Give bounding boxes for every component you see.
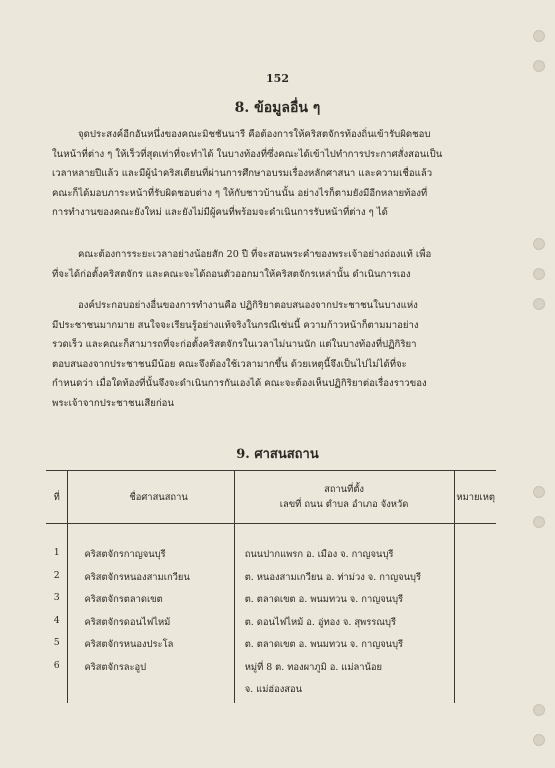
binding-hole — [533, 516, 545, 528]
row-no: 1 — [53, 547, 60, 558]
table-row — [46, 680, 496, 703]
header-name: ชื่อศาสนสถาน — [68, 471, 234, 524]
row-remark — [455, 545, 496, 568]
row-location: ต. หนองสามเกวียน อ. ท่าม่วง จ. กาญจนบุรี — [234, 568, 455, 591]
paragraph-line: กำหนดว่า เมื่อใดท้องที่นั้นจึงจะดำเนินการกันเองได้ คณะจะต้องเห็นปฏิกิริยาต่อเรื่องราวของ — [52, 378, 427, 389]
binding-hole — [533, 238, 545, 250]
binding-hole — [533, 30, 545, 42]
row-no — [46, 680, 68, 703]
binding-hole — [533, 298, 545, 310]
binding-hole — [533, 704, 545, 716]
row-remark — [455, 680, 496, 703]
row-no: 2 — [53, 569, 60, 581]
paragraph-line: คณะต้องการระยะเวลาอย่างน้อยสัก 20 ปี ที่จะสอนพระคำของพระเจ้าอย่างถ่องแท้ เพื่อ — [78, 249, 432, 260]
paragraph-line: คณะก็ได้มอบภาระหน้าที่รับผิดชอบต่าง ๆ ให้กับชาวบ้านนั้น อย่างไรก็ตามยังมีอีกหลายท้องที่ — [52, 187, 428, 199]
table-row — [46, 568, 496, 591]
row-name: คริสตจักรกาญจนบุรี — [68, 545, 234, 568]
row-no: 3 — [53, 592, 60, 603]
paragraph-line: ในหน้าที่ต่าง ๆ ให้เร็วที่สุดเท่าที่จะทำได้ ในบางท้องที่ซึ่งคณะได้เข้าไปทำการประกาศสั่งสอนเป็น — [52, 148, 443, 160]
table-spacer-row — [46, 524, 496, 546]
header-location — [234, 471, 455, 524]
row-location: ต. ตลาดเขต อ. พนมทวน จ. กาญจนบุรี — [234, 590, 455, 613]
row-name: คริสตจักรดอนไฟไหม้ — [68, 613, 234, 636]
paragraph-1 — [52, 125, 492, 223]
paragraph-line: การทำงานของคณะยังใหม่ และยังไม่มีผู้คนที่พร้อมจะดำเนินการรับหน้าที่ต่าง ๆ ได้ — [52, 207, 388, 218]
row-location: จ. แม่ฮ่องสอน — [234, 680, 455, 703]
row-name: คริสตจักรหนองประโล — [68, 635, 234, 658]
paragraph-line: มีประชาชนมากมาย สนใจจะเรียนรู้อย่างแท้จริงในกรณีเช่นนี้ ความก้าวหน้าก็ตามมาอย่าง — [52, 319, 419, 331]
paragraph-line: พระเจ้าจากประชาชนเสียก่อน — [52, 397, 174, 409]
section-8-title: 8. ข้อมูลอื่น ๆ — [234, 100, 321, 116]
paragraph-line: ตอบสนองจากประชาชนมีน้อย คณะจึงต้องใช้เวลามากขึ้น ด้วยเหตุนี้จึงเป็นไปไม่ได้ที่จะ — [52, 358, 407, 370]
paragraph-2 — [52, 245, 492, 284]
row-name — [68, 680, 234, 703]
religious-places-table — [46, 470, 496, 703]
row-name: คริสตจักรตลาดเขต — [68, 590, 234, 613]
paragraph-line: จุดประสงค์อีกอันหนึ่งของคณะมิชชันนารี คือต้องการให้คริสตจักรท้องถิ่นเข้ารับผิดชอบ — [78, 129, 431, 140]
row-no: 4 — [53, 614, 60, 626]
paragraph-line: เวลาหลายปีแล้ว และมีผู้นำคริสเตียนที่ผ่านการศึกษาอบรมเรื่องหลักศาสนา และความเชื่อแล้ว — [52, 168, 433, 179]
binding-hole — [533, 734, 545, 746]
table-row — [46, 613, 496, 636]
binding-hole — [533, 268, 545, 280]
table-row — [46, 545, 496, 568]
paragraph-line: องค์ประกอบอย่างอื่นของการทำงานคือ ปฏิกิริยาตอบสนองจากประชาชนในบางแห่ง — [78, 300, 418, 311]
row-name: คริสตจักรหนองสามเกวียน — [68, 568, 234, 591]
row-location: ถนนปากแพรก อ. เมือง จ. กาญจนบุรี — [234, 545, 455, 568]
page-number: 152 — [266, 72, 289, 85]
paragraph-line: ที่จะได้ก่อตั้งคริสตจักร และคณะจะได้ถอนตัวออกมาให้คริสตจักรเหล่านั้น ดำเนินการเอง — [52, 268, 411, 280]
section-9-title: 9. ศาสนสถาน — [236, 447, 319, 462]
paragraph-line: รวดเร็ว และคณะก็สามารถที่จะก่อตั้งคริสตจักรในเวลาไม่นานนัก แต่ในบางท้องที่ปฏิกิริยา — [52, 339, 417, 350]
row-location: ต. ตลาดเขต อ. พนมทวน จ. กาญจนบุรี — [234, 635, 455, 658]
paragraph-3 — [52, 296, 492, 413]
row-remark — [455, 613, 496, 636]
binding-hole — [533, 60, 545, 72]
table-header-row — [46, 471, 496, 524]
row-location: ต. ดอนไฟไหม้ อ. อู่ทอง จ. สุพรรณบุรี — [234, 613, 455, 636]
row-remark — [455, 635, 496, 658]
table-row — [46, 635, 496, 658]
binding-hole — [533, 486, 545, 498]
row-remark — [455, 658, 496, 681]
header-remark: หมายเหตุ — [455, 471, 496, 524]
table-row — [46, 658, 496, 681]
row-remark — [455, 568, 496, 591]
table-row — [46, 590, 496, 613]
row-name: คริสตจักรละอูป — [68, 658, 234, 681]
row-remark — [455, 590, 496, 613]
row-location: หมู่ที่ 8 ต. ทองผาภูมิ อ. แม่ลาน้อย — [234, 658, 455, 681]
header-location-label: สถานที่ตั้ง — [324, 484, 365, 495]
row-no: 5 — [53, 637, 60, 648]
header-no: ที่ — [46, 471, 68, 524]
row-no: 6 — [53, 659, 60, 671]
header-location-sub: เลขที่ ถนน ตำบล อำเภอ จังหวัด — [279, 499, 409, 510]
